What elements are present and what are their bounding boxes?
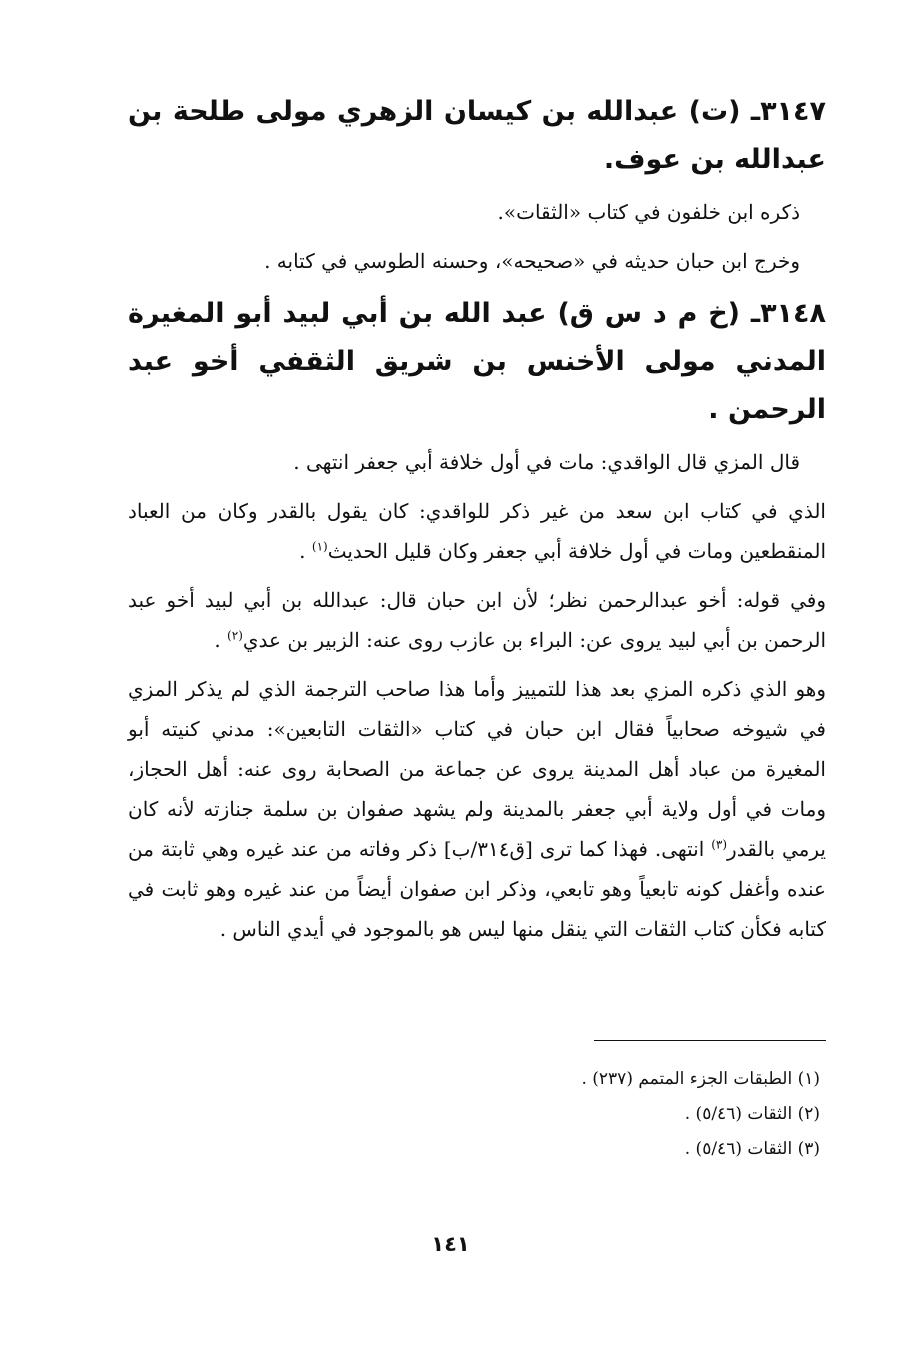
- footnote-2: (٢) الثقات (٥/٤٦) .: [684, 1104, 820, 1124]
- paragraph-brother-objection-text: وفي قوله: أخو عبدالرحمن نظر؛ لأن ابن حبان قال: عبدالله بن أبي لبيد أخو عبد الرحمن بن أبي لبيد يروى عن: البراء بن عازب روى عنه: الزبير بن عدي: [128, 588, 826, 652]
- paragraph-thiqat-tabiin-a: وهو الذي ذكره المزي بعد هذا للتمييز وأما هذا صاحب الترجمة الذي لم يذكر المزي في شيوخه صحابياً فقال ابن حبان في كتاب «الثقات التابعين»: مدني كنيته أبو المغيرة من عباد أهل المدينة يروى عن جماعة من الصحابة روى عنه: أهل الحجاز، ومات في أول ولاية أبي جعفر بالمدينة ولم يشهد صفوان بن سلمة جنازته لأنه كان يرمي بالقدر: [128, 677, 826, 861]
- paragraph-ibn-saad-end: .: [299, 539, 312, 563]
- footnote-ref-2: (٢): [227, 628, 243, 643]
- paragraph-mizzi-waqidi: قال المزي قال الواقدي: مات في أول خلافة أبي جعفر انتهى .: [293, 450, 800, 474]
- footnote-ref-1: (١): [311, 539, 328, 554]
- paragraph-thiqat-tabiin-b: انتهى. فهذا كما ترى [ق٣١٤/ب] ذكر وفاته من عند غيره وهي ثابتة من عنده وأغفل كونه تابعياً وهو تابعي، وذكر ابن صفوان أيضاً من عند غيره وهو ثابت في كتابه فكأن كتاب الثقات التي ينقل منها ليس هو بالموجود في أيدي الناس .: [128, 837, 826, 941]
- paragraph-ibn-hibban-sahih: وخرج ابن حبان حديثه في «صحيحه»، وحسنه الطوسي في كتابه .: [264, 249, 800, 273]
- paragraph-thiqat-tabiin: [128, 669, 826, 949]
- footnote-ref-3: (٣): [711, 837, 728, 852]
- paragraph-ibn-saad-text: الذي في كتاب ابن سعد من غير ذكر للواقدي: كان يقول بالقدر وكان من العباد المنقطعين ومات في أول خلافة أبي جعفر وكان قليل الحديث: [128, 499, 826, 563]
- paragraph-ibn-saad: [128, 491, 826, 571]
- page-body: [128, 88, 826, 958]
- paragraph-ibn-khalfun: ذكره ابن خلفون في كتاب «الثقات».: [497, 200, 800, 224]
- footnotes: [326, 1062, 826, 1167]
- paragraph-brother-objection: [128, 580, 826, 660]
- entry-title-3147: ٣١٤٧ـ (ت) عبدالله بن كيسان الزهري مولى طلحة بن عبدالله بن عوف.: [128, 96, 826, 175]
- page-number: ١٤١: [431, 1232, 470, 1256]
- footnote-divider: [594, 1040, 826, 1041]
- paragraph-brother-objection-end: .: [214, 628, 228, 652]
- entry-title-3148: ٣١٤٨ـ (خ م د س ق) عبد الله بن أبي لبيد أبو المغيرة المدني مولى الأخنس بن شريق الثقفي أخو عبد الرحمن .: [128, 298, 826, 425]
- footnote-3: (٣) الثقات (٥/٤٦) .: [684, 1139, 820, 1159]
- footnote-1: (١) الطبقات الجزء المتمم (٢٣٧) .: [581, 1069, 820, 1089]
